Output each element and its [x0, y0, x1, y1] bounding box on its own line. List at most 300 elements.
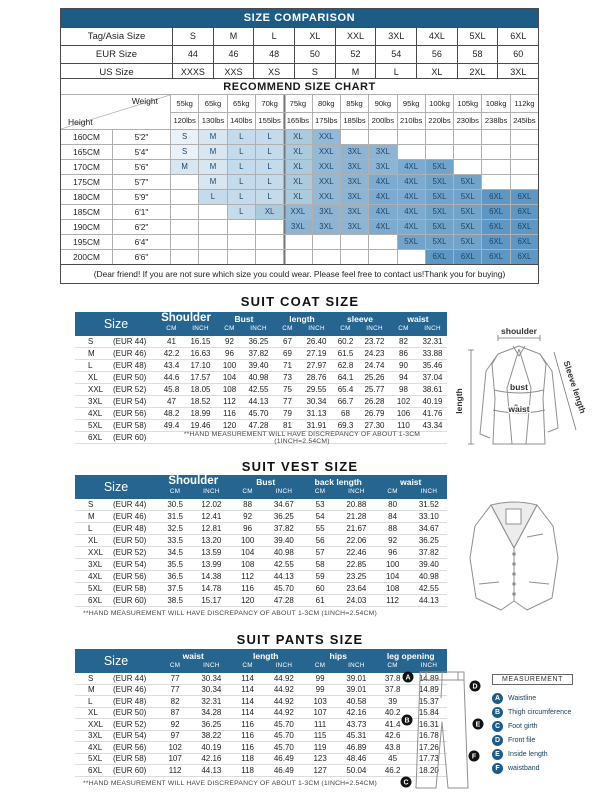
recommended-size-cell: XL — [284, 190, 312, 204]
value-cell: 99 — [315, 685, 325, 695]
value-cell: 44.13 — [201, 765, 222, 775]
recommended-size-cell — [199, 220, 227, 234]
value-cell: 42.16 — [346, 708, 367, 718]
value-cell: 39.01 — [346, 685, 367, 695]
value-cell: 88 — [243, 500, 253, 509]
value-cell: 120 — [222, 421, 237, 430]
size-code: M — [88, 685, 95, 695]
value-cell: 87 — [170, 708, 180, 718]
value-cell: 47.28 — [248, 421, 269, 430]
weight-kg-cell: 100kg — [426, 95, 454, 112]
comparison-row — [61, 27, 538, 45]
legend-item — [492, 693, 573, 704]
recommend-chart-body — [61, 129, 538, 264]
weight-kg-cell: 65kg — [199, 95, 227, 112]
group-name: waist — [400, 477, 422, 487]
size-comparison-table — [60, 8, 539, 82]
unit-row — [157, 488, 230, 499]
comparison-size-cell: S — [173, 28, 214, 45]
comparison-size-cell: 6XL — [510, 31, 527, 41]
value-cell: 49.4 — [163, 421, 180, 430]
unit-cm: CM — [242, 488, 253, 495]
row-size-label — [75, 548, 157, 557]
recommended-size-cell: L — [228, 160, 256, 174]
recommended-size-cell: S — [171, 145, 199, 159]
table-row — [75, 696, 447, 708]
value-cell: 24.23 — [364, 349, 385, 358]
comparison-size-cell: 3XL — [510, 67, 527, 77]
value-cell: 61.5 — [337, 349, 354, 358]
value-cell: 107 — [168, 754, 182, 764]
value-cell: 36.5 — [167, 572, 183, 581]
value-cell: 54 — [315, 512, 325, 521]
value-cell: 62.8 — [337, 361, 354, 370]
value-cell: 23.64 — [346, 584, 367, 593]
comparison-size-cell: 46 — [214, 46, 255, 63]
recommended-size-cell: XXL — [313, 160, 341, 174]
comparison-size-cell: XL — [295, 28, 336, 45]
value-cell: 77 — [170, 685, 180, 695]
legend-key-badge: F — [492, 763, 503, 774]
value-cell: 31.5 — [167, 512, 183, 521]
value-cell: 114 — [241, 673, 254, 683]
suit-vest-heading: SUIT VEST SIZE — [241, 459, 359, 474]
value-cell: 31.13 — [306, 409, 327, 418]
unit-row — [230, 662, 303, 673]
size-code: XL — [88, 536, 98, 545]
height-row — [61, 174, 538, 189]
comparison-row-label: US Size — [61, 64, 173, 81]
value-cell: 102 — [168, 742, 182, 752]
value-cell: 45 — [388, 754, 398, 764]
recommended-size-cell — [511, 145, 538, 159]
height-cm-cell: 195CM — [61, 235, 113, 249]
recommended-size-cell — [199, 205, 227, 219]
suit-pants-table — [75, 649, 447, 787]
unit-inch: INCH — [275, 488, 293, 495]
weight-lbs-cell: 238lbs — [482, 113, 510, 130]
recommended-size-cell: 4XL — [369, 205, 397, 219]
recommended-size-cell — [256, 235, 284, 249]
weight-kg-cell: 55kg — [171, 95, 199, 112]
value-cell: 99 — [315, 673, 325, 683]
recommended-size-cell: 3XL — [341, 205, 369, 219]
row-size-label — [75, 524, 157, 533]
value-cell: 68 — [341, 409, 350, 418]
legend-item — [492, 721, 573, 732]
value-cell: 29.55 — [306, 385, 327, 394]
value-cell: 92 — [388, 536, 398, 545]
value-cell: 69 — [283, 349, 292, 358]
value-cell: 14.78 — [201, 584, 222, 593]
value-cell: 100 — [385, 560, 400, 569]
recommended-size-cell — [228, 250, 256, 264]
eur-size: (EUR 56) — [113, 409, 147, 418]
eur-size: (EUR 60) — [113, 433, 147, 442]
value-cell: 44.92 — [273, 696, 294, 706]
recommended-size-cell: 6XL — [511, 205, 538, 219]
height-cm-cell: 175CM — [61, 175, 113, 189]
recommended-size-cell: 6XL — [511, 235, 538, 249]
value-cell: 17.73 — [418, 754, 439, 764]
recommended-size-cell: 3XL — [341, 220, 369, 234]
value-cell: 30.34 — [201, 685, 222, 695]
value-cell: 116 — [241, 731, 254, 741]
suit-vest-table — [75, 475, 447, 617]
suit-pants-diagram — [400, 664, 598, 796]
size-comparison-title: SIZE COMPARISON — [61, 9, 538, 27]
unit-inch: INCH — [420, 488, 438, 495]
eur-size: (EUR 52) — [113, 385, 147, 394]
value-cell: 45.70 — [273, 731, 294, 741]
value-cell: 33.5 — [167, 536, 183, 545]
value-cell: 97 — [170, 731, 180, 741]
comparison-size-cell: M — [336, 64, 377, 81]
unit-inch: INCH — [203, 662, 220, 669]
table-header — [75, 475, 447, 499]
recommended-size-cell: 3XL — [313, 220, 341, 234]
recommended-size-cell: L — [228, 190, 256, 204]
size-code: S — [88, 337, 94, 346]
pants-illustration — [400, 664, 486, 796]
height-row — [61, 159, 538, 174]
height-cm-cell: 185CM — [61, 205, 113, 219]
unit-inch: INCH — [366, 325, 383, 332]
recommended-size-cell — [313, 250, 341, 264]
unit-cm: CM — [314, 662, 326, 669]
size-code: 3XL — [88, 560, 103, 569]
value-cell: 42.55 — [418, 584, 439, 593]
table-row — [75, 499, 447, 511]
value-cell: 82 — [399, 337, 408, 346]
eur-size: (EUR 48) — [113, 524, 147, 533]
weight-lbs-cell: 200lbs — [369, 113, 397, 130]
recommended-size-cell: M — [199, 160, 227, 174]
value-cell: 123 — [313, 754, 327, 764]
recommended-size-cell: 6XL — [426, 250, 454, 264]
recommended-size-cell: L — [228, 205, 256, 219]
value-cell: 32.31 — [422, 337, 443, 346]
recommended-size-cell: 6XL — [482, 190, 510, 204]
eur-size: (EUR 44) — [113, 337, 147, 346]
value-cell: 114 — [241, 708, 254, 718]
recommended-size-cell — [426, 145, 454, 159]
unit-row — [273, 325, 331, 336]
value-cell: 17.26 — [418, 742, 439, 752]
unit-cm: CM — [340, 325, 351, 332]
recommended-size-cell: M — [171, 160, 199, 174]
value-cell: 73 — [283, 373, 292, 382]
row-size-label — [75, 361, 157, 370]
height-row — [61, 189, 538, 204]
weight-lbs-cell: 175lbs — [313, 113, 341, 130]
recommended-size-cell: XL — [284, 160, 312, 174]
eur-size: (EUR 50) — [113, 708, 147, 718]
recommended-size-cell: L — [256, 130, 284, 144]
recommended-size-cell: 3XL — [341, 175, 369, 189]
value-cell: 25.77 — [364, 385, 385, 394]
comparison-size-cell: XXL — [336, 28, 377, 45]
coat-waist-label: waist — [508, 404, 530, 414]
unit-cm: CM — [398, 325, 409, 332]
height-ft-cell: 6'2" — [113, 220, 171, 234]
legend-key-badge: C — [492, 721, 503, 732]
value-cell: 14.38 — [201, 572, 222, 581]
comparison-size-cell: 56 — [417, 46, 458, 63]
weight-lbs-cell: 165lbs — [284, 113, 312, 130]
table-row — [75, 408, 447, 420]
table-row — [75, 685, 447, 697]
comparison-size-cell: L — [254, 28, 295, 45]
value-cell: 34.67 — [418, 524, 439, 533]
value-cell: 112 — [386, 596, 399, 605]
value-cell: 12.02 — [201, 500, 222, 509]
column-group — [273, 312, 331, 336]
eur-size: (EUR 56) — [113, 742, 147, 752]
size-code: L — [88, 524, 93, 533]
recommended-size-cell — [228, 220, 256, 234]
value-cell: 33.88 — [422, 349, 443, 358]
comparison-size-cell: 60 — [513, 49, 524, 59]
table-row — [75, 673, 447, 685]
value-cell: 106 — [396, 409, 411, 418]
eur-size: (EUR 44) — [113, 500, 147, 509]
eur-size: (EUR 60) — [113, 765, 147, 775]
recommended-size-cell — [398, 145, 426, 159]
contact-note: (Dear friend! If you are not sure which size you could wear. Please feel free to contact us!Thank you for buying) — [61, 264, 538, 283]
weight-columns — [171, 95, 538, 129]
legend-items — [492, 693, 573, 774]
eur-size: (EUR 54) — [113, 560, 147, 569]
height-ft-cell: 6'1" — [113, 205, 171, 219]
recommended-size-cell: L — [228, 130, 256, 144]
comparison-size-cell: S — [295, 64, 336, 81]
value-cell: 15.84 — [418, 708, 439, 718]
value-cell: 22.85 — [346, 560, 367, 569]
value-cell: 48.2 — [163, 409, 180, 418]
value-cell: 42.2 — [163, 349, 180, 358]
value-cell: 27.19 — [306, 349, 327, 358]
recommended-size-cell: 6XL — [454, 250, 482, 264]
recommended-size-cell: 6XL — [482, 220, 510, 234]
height-ft-cell: 5'4" — [113, 145, 171, 159]
table-row — [75, 348, 447, 360]
recommended-size-cell — [398, 250, 426, 264]
eur-size: (EUR 58) — [113, 754, 147, 764]
value-cell: 12.41 — [201, 512, 222, 521]
value-cell: 88 — [388, 524, 398, 533]
value-cell: 39.40 — [273, 536, 294, 545]
value-cell: 43.4 — [163, 361, 180, 370]
value-cell: 40.98 — [418, 572, 439, 581]
value-cell: 40.98 — [273, 548, 294, 557]
legend-item — [492, 749, 573, 760]
recommended-size-cell: L — [228, 175, 256, 189]
value-cell: 30.34 — [306, 397, 327, 406]
recommended-size-cell: 5XL — [454, 175, 482, 189]
table-row — [75, 708, 447, 720]
row-size-label — [75, 560, 157, 569]
value-cell: 35.46 — [422, 361, 443, 370]
value-cell: 75 — [283, 385, 292, 394]
comparison-size-cell: L — [376, 64, 417, 81]
height-cm-cell: 160CM — [61, 130, 113, 144]
value-cell: 44.92 — [273, 708, 294, 718]
value-cell: 79 — [283, 409, 292, 418]
value-cell: 37.8 — [384, 685, 401, 695]
size-code: M — [88, 349, 95, 358]
value-cell: 116 — [241, 742, 254, 752]
group-name: Shoulder — [168, 475, 219, 487]
row-size-label — [75, 373, 157, 382]
value-cell: 112 — [223, 397, 236, 406]
value-cell: 46.49 — [273, 765, 294, 775]
table-row — [75, 535, 447, 547]
eur-size: (EUR 58) — [113, 421, 147, 430]
comparison-size-cell: 2XL — [458, 64, 499, 81]
recommended-size-cell — [256, 250, 284, 264]
value-cell: 14.89 — [418, 673, 439, 683]
legend-key-badge: B — [492, 707, 503, 718]
weight-kg-cell: 105kg — [454, 95, 482, 112]
column-group — [215, 312, 273, 336]
recommended-size-cell — [398, 130, 426, 144]
value-cell: 116 — [241, 584, 254, 593]
weight-kg-cell: 108kg — [482, 95, 510, 112]
weight-kg-cell: 70kg — [256, 95, 284, 112]
recommended-size-cell: L — [228, 145, 256, 159]
value-cell: 96 — [388, 548, 398, 557]
value-cell: 110 — [397, 421, 410, 430]
unit-inch: INCH — [424, 325, 441, 332]
recommended-size-cell — [511, 175, 538, 189]
value-cell: 24.74 — [364, 361, 385, 370]
column-group — [157, 312, 215, 336]
value-cell: 44.13 — [418, 596, 439, 605]
svg-text:E: E — [475, 721, 481, 729]
row-size-label — [75, 512, 157, 521]
legend-key-badge: D — [492, 735, 503, 746]
coat-illustration — [444, 326, 596, 466]
value-cell: 39.01 — [346, 673, 367, 683]
recommended-size-cell — [341, 250, 369, 264]
size-column-header: Size — [103, 480, 129, 494]
value-cell: 36.25 — [418, 536, 439, 545]
size-code: 6XL — [88, 765, 103, 775]
measurement-note: **HAND MEASUREMENT WILL HAVE DISCREPANCY OF ABOUT 1-3CM (1INCH=2.54CM) — [83, 779, 377, 787]
unit-row — [302, 662, 375, 673]
value-cell: 104 — [222, 373, 237, 382]
value-cell: 43.8 — [384, 742, 401, 752]
value-cell: 61 — [315, 596, 325, 605]
group-name: hips — [329, 651, 347, 661]
value-cell: 36.25 — [248, 337, 269, 346]
height-ft-cell: 6'6" — [113, 250, 171, 264]
value-cell: 111 — [314, 719, 327, 729]
value-cell: 35.5 — [167, 560, 183, 569]
recommended-size-cell — [369, 235, 397, 249]
value-cell: 45.70 — [273, 742, 294, 752]
value-cell: 40.98 — [248, 373, 269, 382]
comparison-size-cell: 52 — [336, 46, 377, 63]
weight-kg-cell: 112kg — [514, 98, 535, 108]
value-cell: 50.04 — [346, 765, 367, 775]
unit-row — [157, 325, 215, 336]
eur-size: (EUR 58) — [113, 584, 147, 593]
row-size-label — [75, 349, 157, 358]
value-cell: 37.5 — [167, 584, 183, 593]
row-size-label — [75, 421, 157, 430]
value-cell: 39.40 — [248, 361, 269, 370]
recommend-size-chart — [60, 78, 539, 284]
value-cell: 84 — [388, 512, 398, 521]
comparison-size-cell: 44 — [173, 46, 214, 63]
value-cell: 15.37 — [418, 696, 439, 706]
value-cell: 127 — [313, 765, 327, 775]
value-cell: 24.03 — [346, 596, 367, 605]
size-code: 5XL — [88, 584, 103, 593]
svg-text:C: C — [403, 779, 409, 787]
recommended-size-cell: 5XL — [426, 160, 454, 174]
eur-size: (EUR 46) — [113, 685, 147, 695]
value-cell: 12.81 — [201, 524, 222, 533]
value-cell: 44.92 — [273, 673, 294, 683]
recommended-size-cell: 6XL — [511, 250, 538, 264]
unit-row — [375, 488, 448, 499]
recommended-size-cell: 4XL — [369, 190, 397, 204]
row-size-label — [75, 674, 157, 683]
coat-shoulder-label: shoulder — [501, 326, 537, 336]
value-cell: 44.13 — [248, 397, 269, 406]
recommended-size-cell: 6XL — [511, 190, 538, 204]
eur-size: (EUR 50) — [113, 536, 147, 545]
comparison-row — [61, 45, 538, 63]
recommended-size-cell — [454, 160, 482, 174]
value-cell: 116 — [223, 409, 236, 418]
weight-kg-cell: 90kg — [369, 95, 397, 112]
unit-cm: CM — [169, 488, 181, 495]
weights-kg-row — [171, 95, 538, 113]
value-cell: 15.17 — [201, 596, 222, 605]
height-ft-cell: 6'4" — [113, 235, 171, 249]
value-cell: 33.10 — [418, 512, 439, 521]
table-row — [75, 336, 447, 348]
svg-text:B: B — [404, 717, 410, 725]
row-size-label — [75, 433, 157, 442]
size-column-header: Size — [103, 654, 129, 668]
recommended-size-cell: 5XL — [454, 190, 482, 204]
recommended-size-cell — [341, 235, 369, 249]
row-size-label — [75, 754, 157, 763]
svg-text:A: A — [405, 674, 411, 682]
value-cell: 23.25 — [346, 572, 367, 581]
eur-size: (EUR 48) — [113, 361, 147, 370]
legend-title: MEASUREMENT — [492, 674, 573, 685]
comparison-size-cell: 4XL — [417, 28, 458, 45]
value-cell: 38.5 — [167, 596, 183, 605]
column-group — [331, 312, 389, 336]
recommended-size-cell: 4XL — [369, 175, 397, 189]
value-cell: 116 — [241, 719, 254, 729]
height-row — [61, 249, 538, 264]
unit-cm: CM — [387, 488, 398, 495]
value-cell: 22.06 — [346, 536, 367, 545]
value-cell: 47.28 — [273, 596, 294, 605]
value-cell: 45.70 — [273, 719, 294, 729]
recommended-size-cell: XXL — [313, 190, 341, 204]
suit-pants-heading: SUIT PANTS SIZE — [236, 632, 364, 647]
value-cell: 34.28 — [201, 708, 222, 718]
